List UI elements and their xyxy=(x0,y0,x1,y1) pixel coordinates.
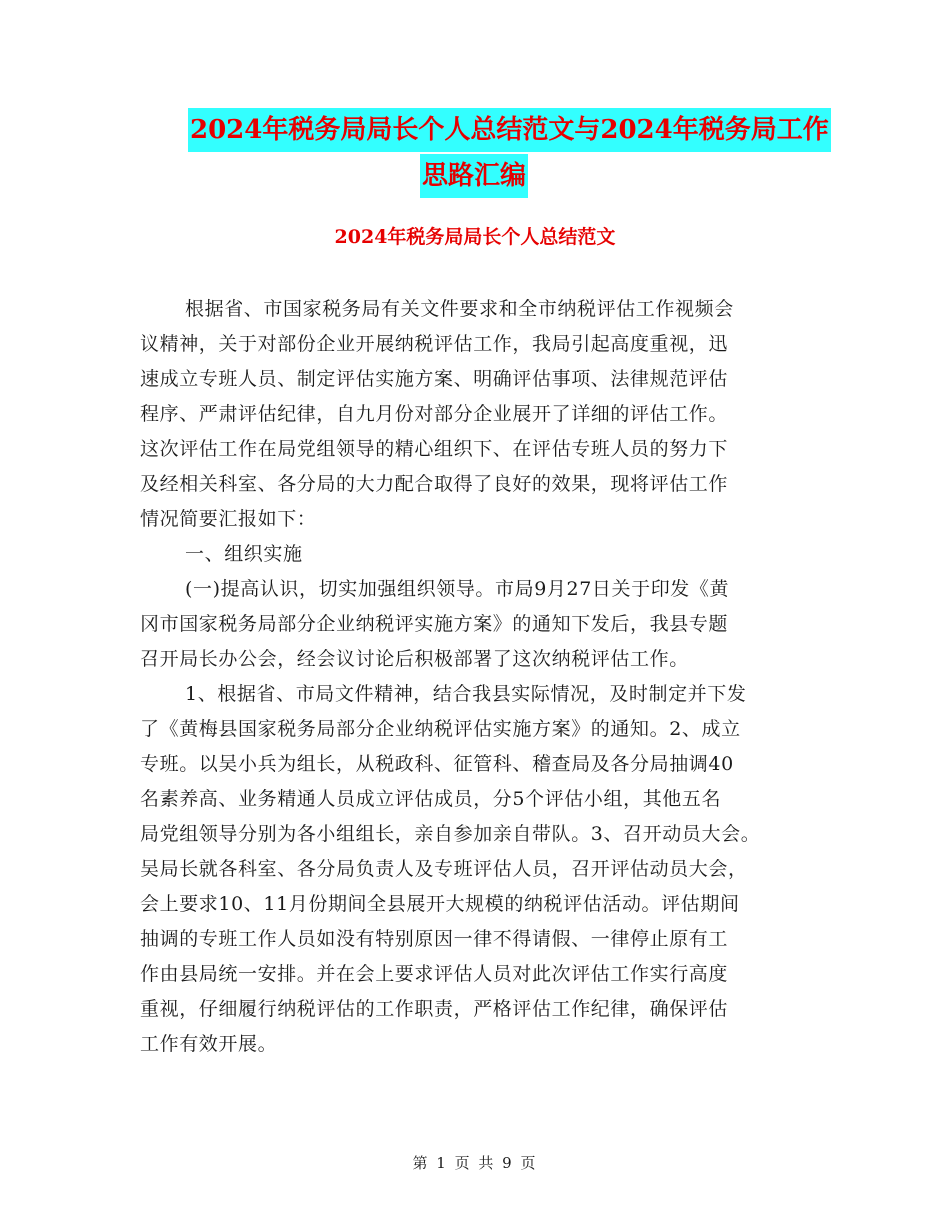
paragraph-line: 局党组领导分别为各小组组长，亲自参加亲自带队。3、召开动员大会。 xyxy=(140,823,761,845)
paragraph-line: 名素养高、业务精通人员成立评估成员，分5个评估小组，其他五名 xyxy=(140,788,722,810)
paragraph-line: 专班。以吴小兵为组长，从税政科、征管科、稽查局及各分局抽调40 xyxy=(140,753,734,775)
paragraph-line: 及经相关科室、各分局的大力配合取得了良好的效果，现将评估工作 xyxy=(140,473,729,495)
section-title: 2024年税务局局长个人总结范文 xyxy=(334,226,616,248)
paragraph-line: 根据省、市国家税务局有关文件要求和全市纳税评估工作视频会 xyxy=(185,298,734,320)
paragraph-line: 议精神，关于对部份企业开展纳税评估工作，我局引起高度重视，迅 xyxy=(140,333,729,355)
paragraph-line: 情况简要汇报如下： xyxy=(140,508,317,530)
paragraph-line: 冈市国家税务局部分企业纳税评实施方案》的通知下发后，我县专题 xyxy=(140,613,729,635)
paragraph-line: 作由县局统一安排。并在会上要求评估人员对此次评估工作实行高度 xyxy=(140,963,729,985)
main-title-line-2: 思路汇编 xyxy=(420,154,528,198)
paragraph-line: 程序、严肃评估纪律，自九月份对部分企业展开了详细的评估工作。 xyxy=(140,403,729,425)
heading-line: 一、组织实施 xyxy=(185,543,303,565)
paragraph-line: 重视，仔细履行纳税评估的工作职责，严格评估工作纪律，确保评估 xyxy=(140,998,729,1020)
paragraph-line: 了《黄梅县国家税务局部分企业纳税评估实施方案》的通知。2、成立 xyxy=(140,718,741,740)
paragraph-line: 工作有效开展。 xyxy=(140,1033,278,1055)
page-number-footer: 第 1 页 共 9 页 xyxy=(412,1154,538,1172)
paragraph-line: (一)提高认识，切实加强组织领导。市局9月27日关于印发《黄 xyxy=(185,578,730,600)
main-title-line-1: 2024年税务局局长个人总结范文与2024年税务局工作 xyxy=(188,108,831,152)
paragraph-line: 1、根据省、市局文件精神，结合我县实际情况，及时制定并下发 xyxy=(185,683,747,705)
paragraph-line: 召开局长办公会，经会议讨论后积极部署了这次纳税评估工作。 xyxy=(140,648,689,670)
document-body xyxy=(140,292,820,1062)
paragraph-line: 吴局长就各科室、各分局负责人及专班评估人员，召开评估动员大会， xyxy=(140,858,748,880)
paragraph-line: 速成立专班人员、制定评估实施方案、明确评估事项、法律规范评估 xyxy=(140,368,729,390)
paragraph-line: 会上要求10、11月份期间全县展开大规模的纳税评估活动。评估期间 xyxy=(140,893,740,915)
paragraph-line: 这次评估工作在局党组领导的精心组织下、在评估专班人员的努力下 xyxy=(140,438,729,460)
paragraph-line: 抽调的专班工作人员如没有特别原因一律不得请假、一律停止原有工 xyxy=(140,928,729,950)
